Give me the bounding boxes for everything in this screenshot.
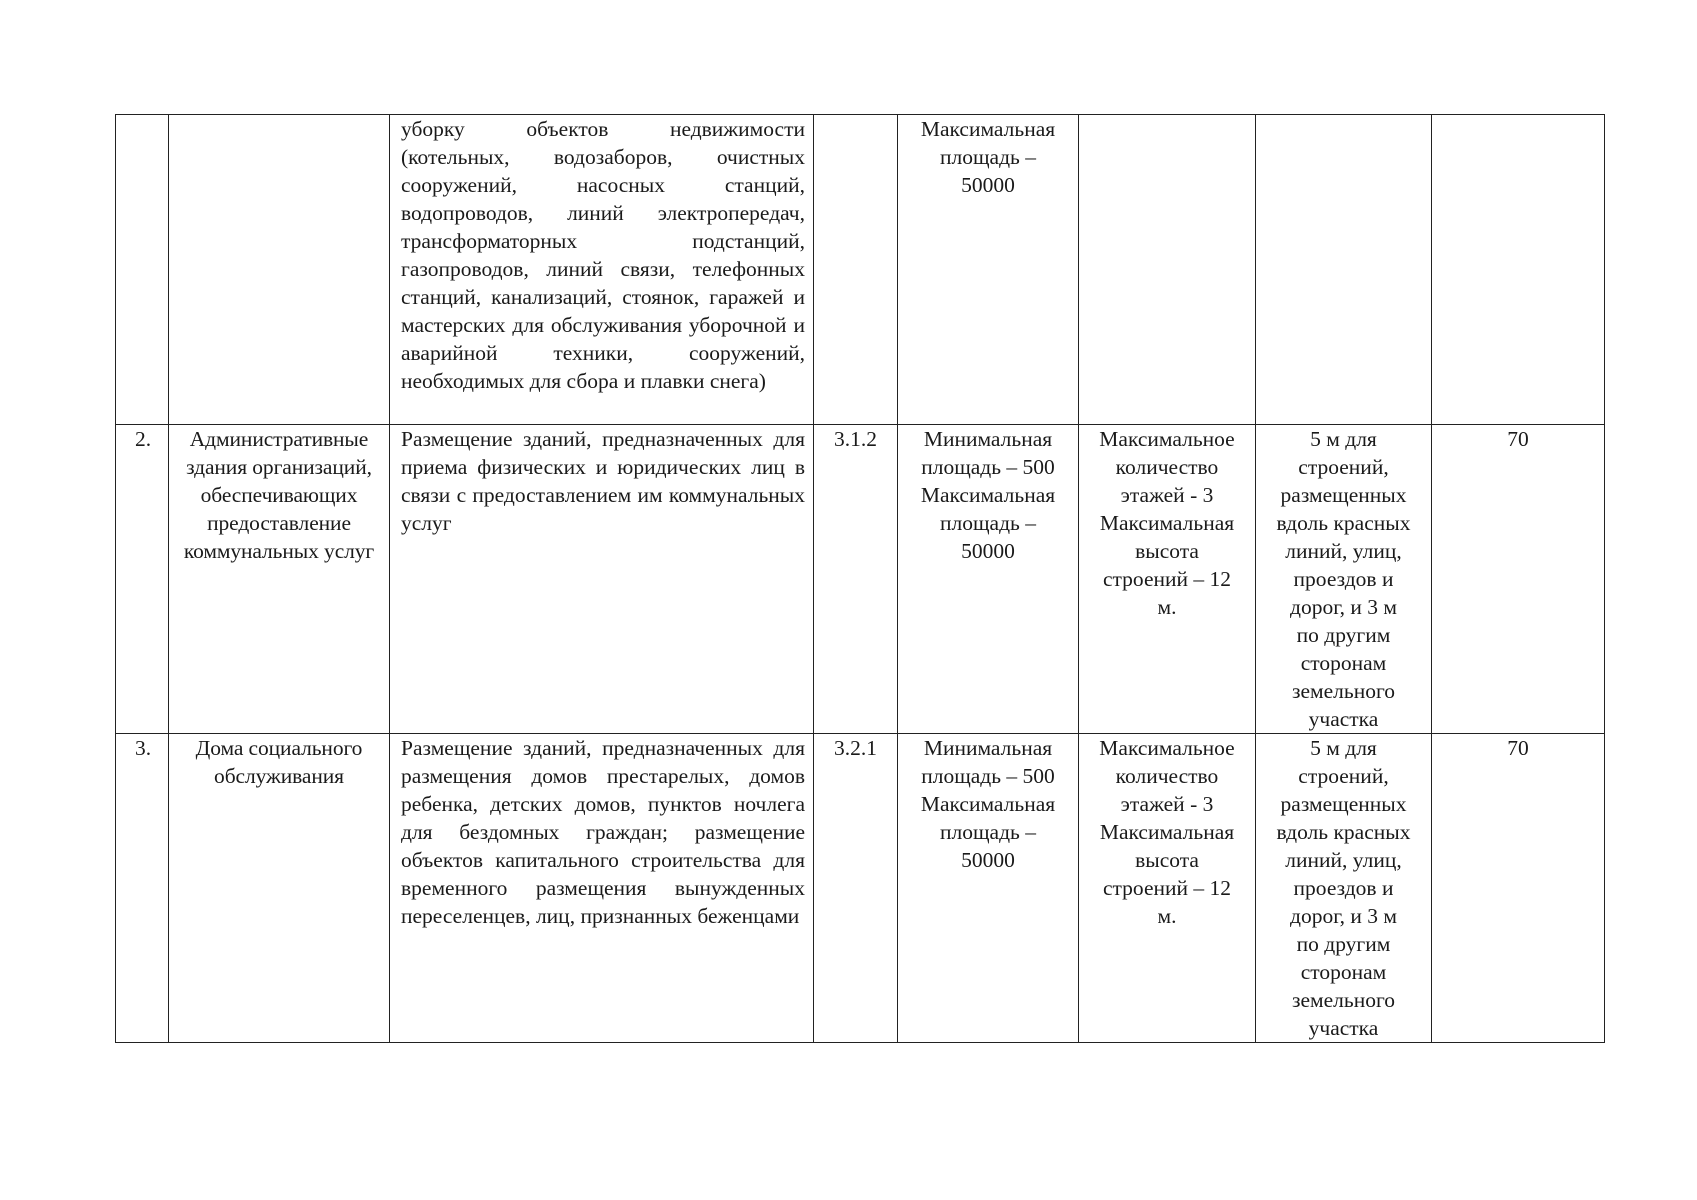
coverage-percent-cell xyxy=(1432,734,1605,1043)
use-description-cell xyxy=(390,425,814,734)
setback-cell xyxy=(1256,115,1432,425)
plot-area-cell xyxy=(898,425,1079,734)
use-description: Размещение зданий, предназначенных для приема физических и юридических лиц в связи с предоставлением им коммунальных услуг xyxy=(401,427,805,535)
use-name-cell xyxy=(169,425,390,734)
use-description-cell xyxy=(390,115,814,425)
floors-height-cell xyxy=(1079,115,1256,425)
row-number: 2. xyxy=(134,427,152,451)
use-description: Размещение зданий, предназначенных для размещения домов престарелых, домов ребенка, детских домов, пунктов ночлега для бездомных граждан; размещение объектов капитального строительства для временного размещения вынужденных переселенцев, лиц, признанных беженцами xyxy=(401,736,805,928)
table-row xyxy=(116,425,1605,734)
plot-area: Минимальная площадь – 500 Максимальная площадь – 50000 xyxy=(920,736,1056,872)
use-code-cell xyxy=(814,734,898,1043)
coverage-percent: 70 xyxy=(1507,736,1529,760)
coverage-percent-cell xyxy=(1432,115,1605,425)
floors-height-cell xyxy=(1079,734,1256,1043)
floors-height-cell xyxy=(1079,425,1256,734)
use-code-cell xyxy=(814,425,898,734)
row-number: 3. xyxy=(134,736,152,760)
use-description: уборку объектов недвижимости (котельных, водозаборов, очистных сооружений, насосных станций, водопроводов, линий электропередач, трансформаторных подстанций, газопроводов, линий связи, телефонных станций, канализаций, стоянок, гаражей и мастерских для обслуживания уборочной и аварийной техники, сооружений, необходимых для сбора и плавки снега) xyxy=(401,117,805,393)
plot-area-cell xyxy=(898,734,1079,1043)
use-code: 3.1.2 xyxy=(834,427,877,451)
use-description-cell xyxy=(390,734,814,1043)
use-name: Административные здания организаций, обеспечивающих предоставление коммунальных услуг xyxy=(183,427,375,563)
row-number-cell xyxy=(116,115,169,425)
setback: 5 м для строений, размещенных вдоль красных линий, улиц, проездов и дорог, и 3 м по другим сторонам земельного участка xyxy=(1276,427,1411,731)
plot-area: Минимальная площадь – 500 Максимальная площадь – 50000 xyxy=(920,427,1056,563)
plot-area: Максимальная площадь – 50000 xyxy=(920,117,1056,197)
floors-height: Максимальное количество этажей - 3 Максимальная высота строений – 12 м. xyxy=(1099,427,1235,619)
setback: 5 м для строений, размещенных вдоль красных линий, улиц, проездов и дорог, и 3 м по другим сторонам земельного участка xyxy=(1276,736,1411,1040)
table-row xyxy=(116,734,1605,1043)
use-code: 3.2.1 xyxy=(834,736,877,760)
row-number-cell xyxy=(116,425,169,734)
use-name: Дома социального обслуживания xyxy=(195,736,363,788)
use-name-cell xyxy=(169,115,390,425)
use-code-cell xyxy=(814,115,898,425)
row-number-cell xyxy=(116,734,169,1043)
table-row xyxy=(116,115,1605,425)
floors-height: Максимальное количество этажей - 3 Максимальная высота строений – 12 м. xyxy=(1099,736,1235,928)
table-body xyxy=(116,115,1605,1043)
use-name-cell xyxy=(169,734,390,1043)
coverage-percent-cell xyxy=(1432,425,1605,734)
setback-cell xyxy=(1256,734,1432,1043)
setback-cell xyxy=(1256,425,1432,734)
zoning-table xyxy=(115,114,1605,1043)
plot-area-cell xyxy=(898,115,1079,425)
coverage-percent: 70 xyxy=(1507,427,1529,451)
